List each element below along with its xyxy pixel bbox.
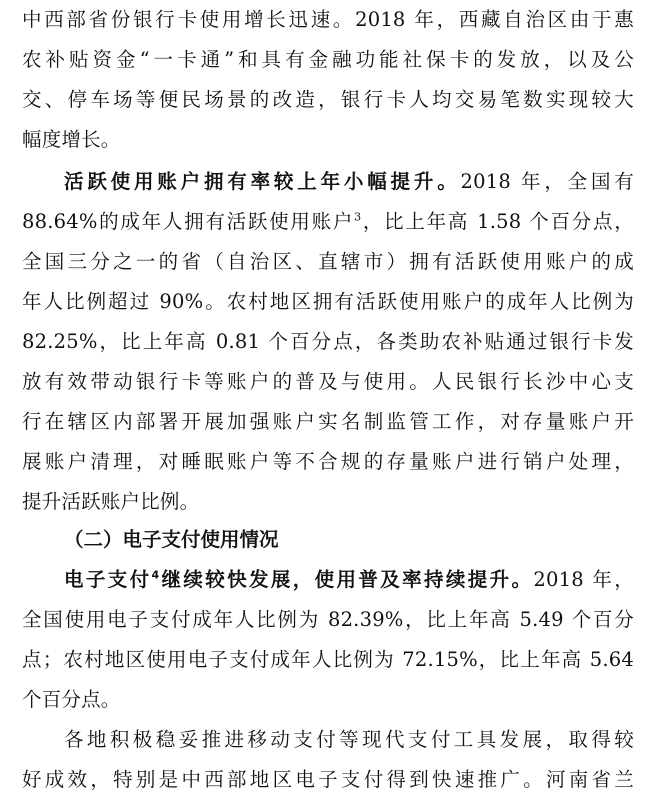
paragraph-3-line-3: 点；农村地区使用电子支付成年人比例为 72.15%，比上年高 5.64: [22, 648, 634, 671]
paragraph-2-line-8: 展账户清理，对睡眠账户等不合规的存量账户进行销户处理，: [22, 450, 634, 473]
paragraph-2-line-3: 全国三分之一的省（自治区、直辖市）拥有活跃使用账户的成: [22, 250, 634, 273]
paragraph-2-line-7: 行在辖区内部署开展加强账户实名制监管工作，对存量账户开: [22, 410, 634, 433]
section-heading: （二）电子支付使用情况: [64, 528, 279, 551]
paragraph-3-line-4: 个百分点。: [22, 688, 121, 711]
paragraph-1-line-4: 幅度增长。: [22, 128, 121, 151]
paragraph-2-line-2: [22, 202, 634, 242]
paragraph-2-line-4: 年人比例超过 90%。农村地区拥有活跃使用账户的成年人比例为: [22, 290, 634, 313]
footnote-mark-4: 4: [151, 568, 160, 582]
paragraph-1-line-2: 农补贴资金“一卡通”和具有金融功能社保卡的发放，以及公: [22, 48, 634, 71]
paragraph-2-line-2-part-b: ，比上年高 1.58 个百分点，: [361, 210, 634, 233]
paragraph-2-line-9: 提升活跃账户比例。: [22, 490, 200, 513]
paragraph-2-lead: 活跃使用账户拥有率较上年小幅提升。: [64, 170, 461, 193]
paragraph-2-line-1-rest: 2018 年，全国有: [460, 170, 635, 193]
paragraph-2-line-1: [64, 162, 634, 202]
paragraph-3-line-2: 全国使用电子支付成年人比例为 82.39%，比上年高 5.49 个百分: [22, 608, 634, 631]
paragraph-3-lead-b: 继续较快发展，使用普及率持续提升。: [159, 568, 534, 591]
paragraph-2-line-2-part-a: 88.64%的成年人拥有活跃使用账户: [22, 210, 355, 233]
paragraph-2-line-5: 82.25%，比上年高 0.81 个百分点，各类助农补贴通过银行卡发: [22, 330, 634, 353]
paragraph-4-line-1: 各地积极稳妥推进移动支付等现代支付工具发展，取得较: [64, 728, 634, 751]
paragraph-1-line-3: 交、停车场等便民场景的改造，银行卡人均交易笔数实现较大: [22, 88, 634, 111]
paragraph-3-line-1: [64, 560, 634, 600]
paragraph-3-lead-a: 电子支付: [64, 568, 152, 591]
footnote-mark-3: 3: [354, 210, 362, 224]
paragraph-1-line-1: 中西部省份银行卡使用增长迅速。2018 年，西藏自治区由于惠: [22, 8, 634, 31]
paragraph-3-line-1-rest: 2018 年，: [533, 568, 634, 591]
paragraph-4-line-2: 好成效，特别是中西部地区电子支付得到快速推广。河南省兰: [22, 768, 634, 791]
paragraph-2-line-6: 放有效带动银行卡等账户的普及与使用。人民银行长沙中心支: [22, 370, 634, 393]
